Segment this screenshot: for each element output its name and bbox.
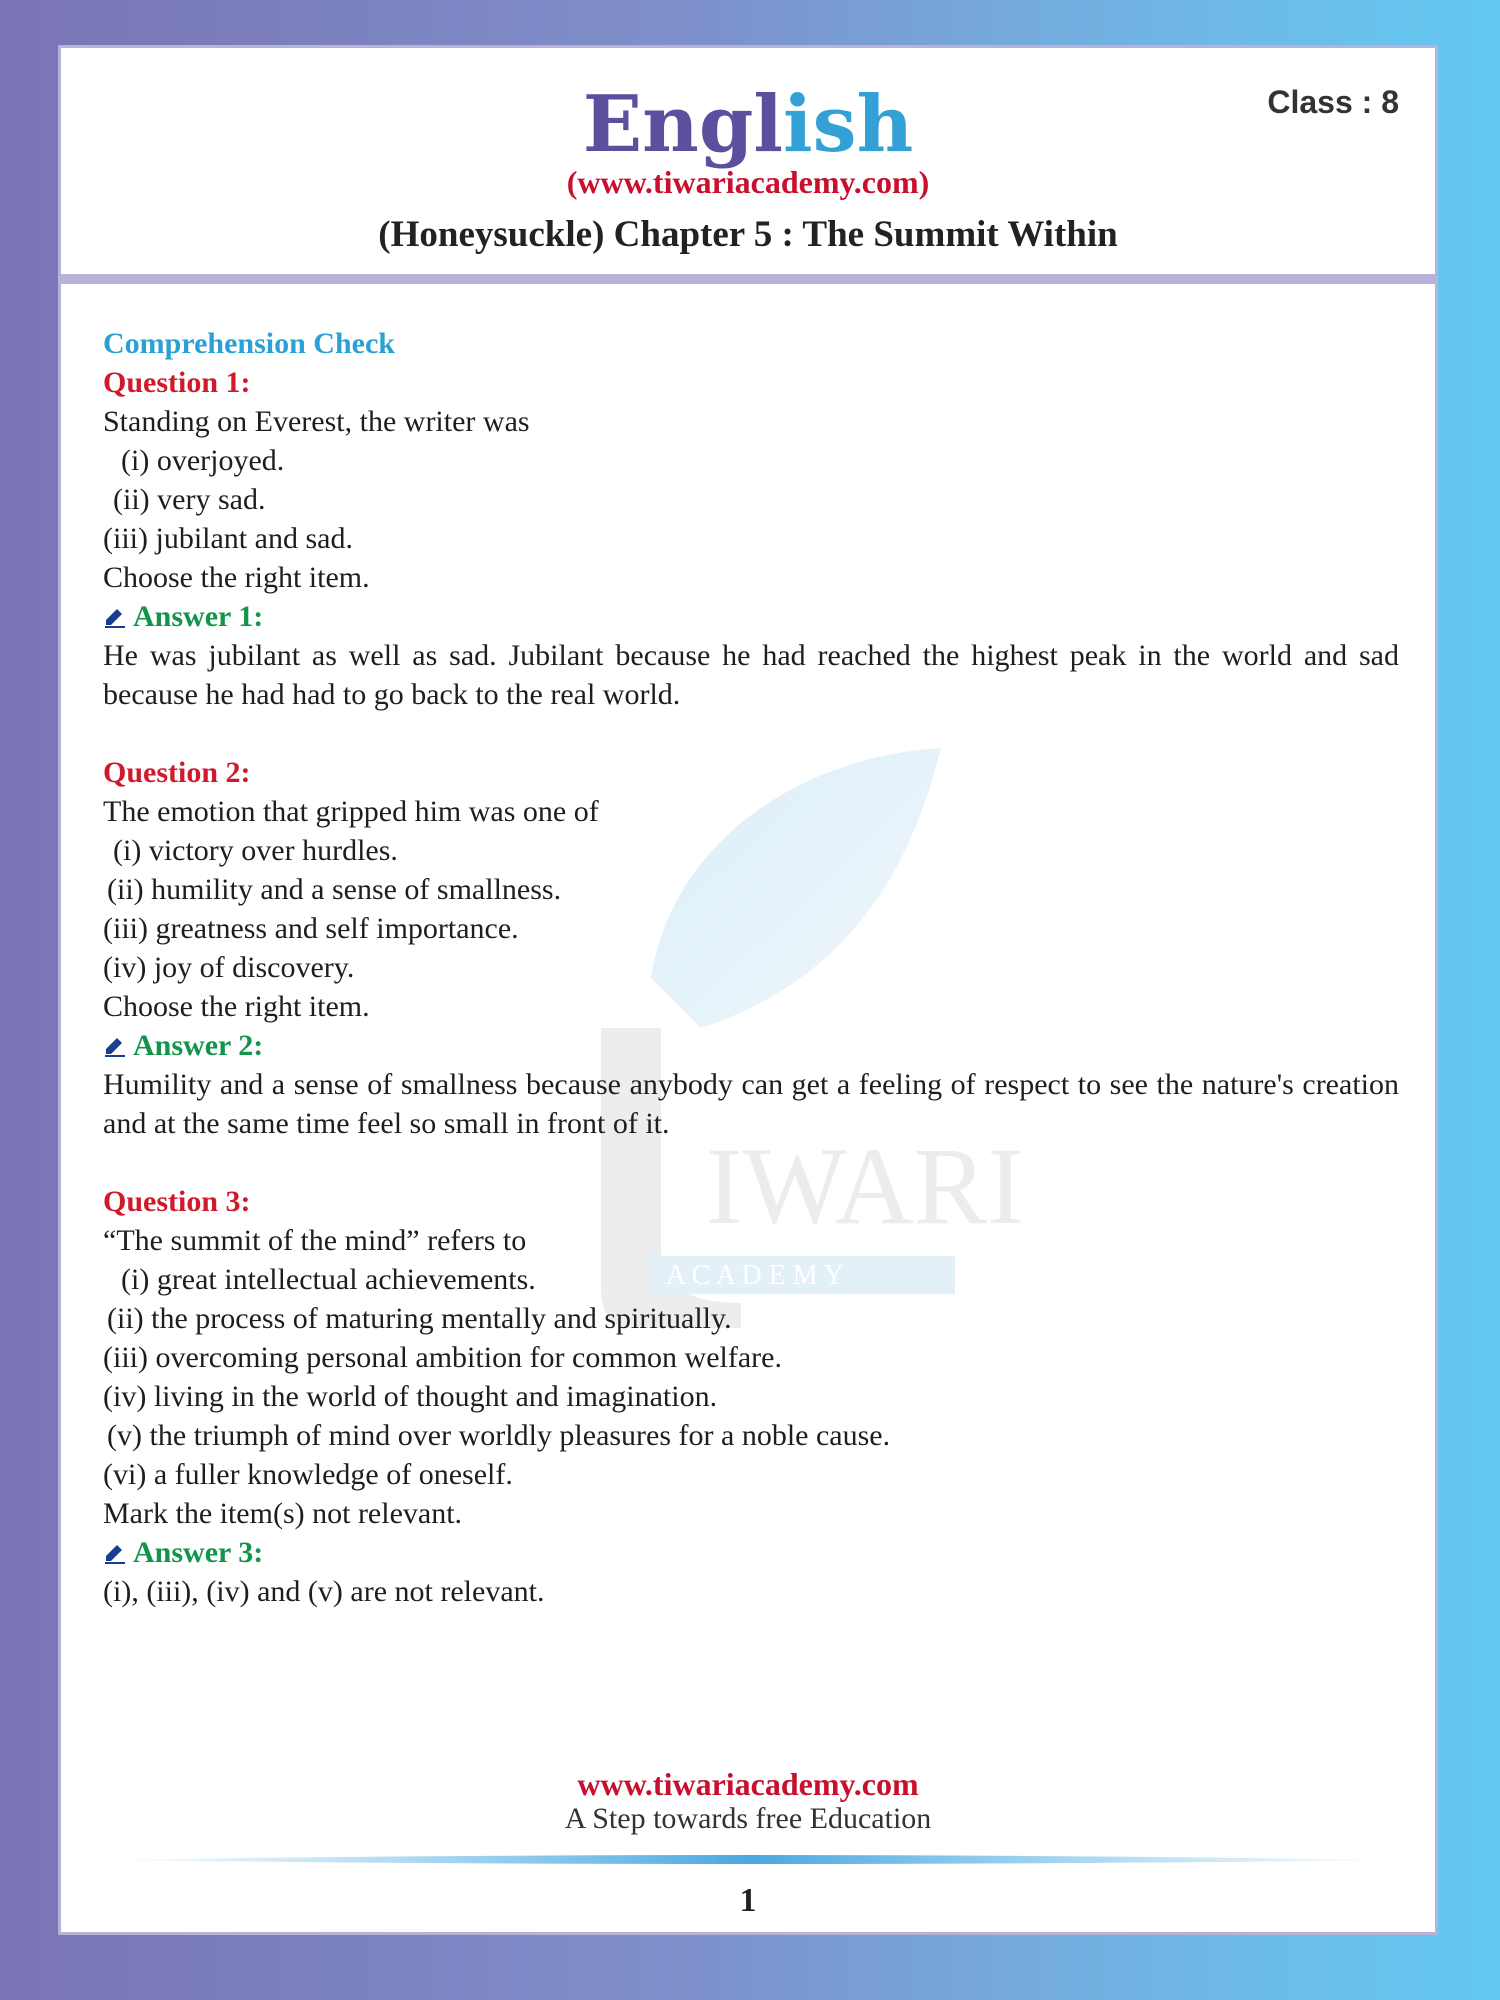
answer-text: (i), (iii), (iv) and (v) are not relevant. [103, 1575, 545, 1608]
question-prompt: “The summit of the mind” refers to [103, 1224, 527, 1257]
spacer [103, 714, 1399, 753]
question-option: (ii) very sad. [113, 483, 266, 516]
class-label: Class : 8 [1267, 84, 1399, 120]
header-divider [61, 274, 1435, 284]
answer-text: Humility and a sense of smallness because anybody can get a feeling of respect to see the nature's creation and at the same time feel so small in front of it. [103, 1068, 1399, 1140]
answer-title: Answer 1: [133, 600, 264, 633]
answer-heading [103, 1533, 1399, 1572]
question-option: (iv) joy of discovery. [103, 951, 355, 984]
subject-title [61, 79, 1435, 170]
question-option: (ii) humility and a sense of smallness. [107, 873, 562, 906]
question-title: Question 2: [103, 756, 251, 789]
question-option: (iii) greatness and self importance. [103, 912, 519, 945]
spacer [103, 1143, 1399, 1182]
pen-icon [103, 1541, 127, 1565]
question-instruction: Choose the right item. [103, 561, 370, 594]
watermark-brand: IWARI [706, 1125, 1024, 1247]
answer-text: He was jubilant as well as sad. Jubilant because he had reached the highest peak in the world and sad because he had had to go back to the real world. [103, 639, 1399, 711]
question-prompt: The emotion that gripped him was one of [103, 795, 599, 828]
chapter-title: (Honeysuckle) Chapter 5 : The Summit Within [378, 214, 1118, 255]
footer-tagline: A Step towards free Education [564, 1802, 932, 1835]
answer-title: Answer 2: [133, 1029, 264, 1062]
answer-title: Answer 3: [133, 1536, 264, 1569]
question-instruction: Choose the right item. [103, 990, 370, 1023]
question-option: (iv) living in the world of thought and imagination. [103, 1380, 718, 1413]
answer-heading [103, 1026, 1399, 1065]
answer-heading [103, 597, 1399, 636]
question-instruction: Mark the item(s) not relevant. [103, 1497, 463, 1530]
subject-title-highlight: ish [783, 79, 914, 170]
subject-title-main: Engl [582, 79, 784, 170]
question-option: (i) victory over hurdles. [113, 834, 398, 867]
footer-url[interactable]: www.tiwariacademy.com [577, 1766, 919, 1802]
main-content [103, 324, 1399, 1611]
section-title: Comprehension Check [103, 327, 395, 360]
page-number: 1 [739, 1882, 757, 1919]
question-option: (vi) a fuller knowledge of oneself. [103, 1458, 513, 1491]
question-title: Question 3: [103, 1185, 251, 1218]
page-frame [58, 45, 1438, 1935]
question-option: (i) great intellectual achievements. [121, 1263, 536, 1296]
question-option: (ii) the process of maturing mentally and spiritually. [107, 1302, 732, 1335]
question-option: (iii) overcoming personal ambition for common welfare. [103, 1341, 782, 1374]
question-title: Question 1: [103, 366, 251, 399]
question-option: (iii) jubilant and sad. [103, 522, 353, 555]
watermark-brand-sub: A C A D E M Y [666, 1260, 844, 1291]
pen-icon [103, 605, 127, 629]
question-option: (i) overjoyed. [121, 444, 285, 477]
question-prompt: Standing on Everest, the writer was [103, 405, 530, 438]
header-url[interactable]: (www.tiwariacademy.com) [566, 164, 930, 200]
page-header [61, 48, 1435, 278]
pen-icon [103, 1034, 127, 1058]
footer-divider [101, 1854, 1401, 1866]
question-option: (v) the triumph of mind over worldly pleasures for a noble cause. [107, 1419, 891, 1452]
